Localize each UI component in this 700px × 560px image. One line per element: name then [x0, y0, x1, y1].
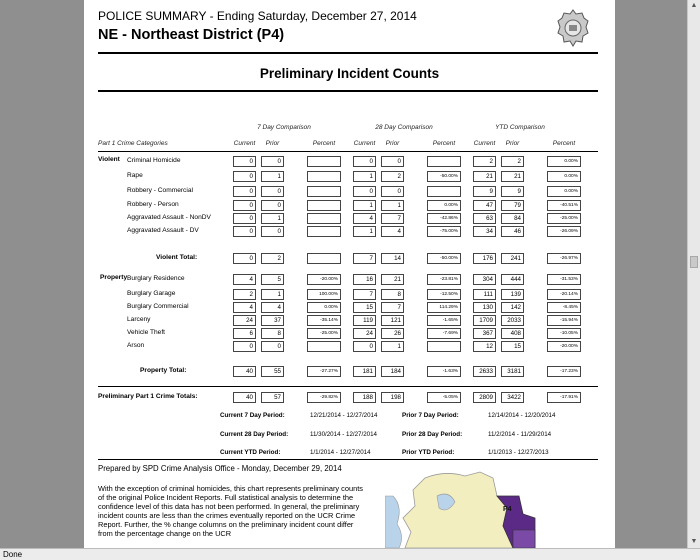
table-cell [307, 226, 341, 237]
table-cell [427, 186, 461, 197]
table-cell: 2033 [501, 315, 524, 326]
table-cell: 0 [233, 186, 256, 197]
table-cell: 1709 [473, 315, 496, 326]
report-header: POLICE SUMMARY - Ending Saturday, December 27, 2014 [98, 9, 417, 23]
grand-total-label: Preliminary Part 1 Crime Totals: [98, 393, 198, 400]
total-cell: -50.00% [427, 253, 461, 264]
table-row-label: Rape [127, 172, 143, 179]
table-cell: 0.00% [547, 186, 581, 197]
table-cell: 0 [353, 156, 376, 167]
table-cell: -40.51% [547, 200, 581, 211]
table-cell: 7 [353, 289, 376, 300]
table-cell: 119 [353, 315, 376, 326]
table-cell: 0.00% [547, 171, 581, 182]
table-cell: 7 [381, 302, 404, 313]
table-cell [307, 200, 341, 211]
table-cell [427, 341, 461, 352]
table-cell: 2 [381, 171, 404, 182]
table-cell: 0 [353, 186, 376, 197]
table-cell: 4 [233, 302, 256, 313]
disclaimer-paragraph: With the exception of criminal homicides, this chart represents preliminary counts of the original Police Incident Reports. Full statistical analysis to determine the confidence level of this data has not been performed. In general, the preliminary incident counts are less than the crimes eventually reported on the UCR Crime Report. Further, the % change columns on the preliminary incident count differ from the percentage change on the UCR [98, 484, 363, 539]
table-cell: 9 [473, 186, 496, 197]
footer-rule [98, 459, 598, 460]
table-cell: -26.09% [547, 226, 581, 237]
table-cell: 114.29% [427, 302, 461, 313]
table-cell: -50.00% [427, 171, 461, 182]
prior-period-value: 1/1/2013 - 12/27/2013 [488, 449, 549, 456]
table-cell: 4 [353, 213, 376, 224]
table-cell: 367 [473, 328, 496, 339]
prior-period-value: 12/14/2014 - 12/20/2014 [488, 412, 556, 419]
current-period-value: 12/21/2014 - 12/27/2014 [310, 412, 378, 419]
table-cell: 0.00% [307, 302, 341, 313]
table-cell: 79 [501, 200, 524, 211]
table-cell: 26 [381, 328, 404, 339]
police-badge-icon [556, 8, 590, 48]
total-cell: 40 [233, 366, 256, 377]
table-cell: 21 [381, 274, 404, 285]
table-row-label: Aggravated Assault - NonDV [127, 214, 211, 221]
district-map [385, 466, 575, 548]
report-title: Preliminary Incident Counts [259, 66, 440, 81]
table-row-label: Aggravated Assault - DV [127, 227, 199, 234]
table-row-label: Burglary Garage [127, 290, 176, 297]
table-row-label: Burglary Commercial [127, 303, 189, 310]
title-rule [98, 90, 598, 92]
table-cell: 16 [353, 274, 376, 285]
table-cell: 7 [381, 213, 404, 224]
table-cell [427, 156, 461, 167]
table-cell: 1 [353, 171, 376, 182]
table-cell: 2 [473, 156, 496, 167]
table-cell [307, 156, 341, 167]
table-cell: 8 [381, 289, 404, 300]
map-district-label: P4 [503, 506, 512, 513]
total-cell: -26.97% [547, 253, 581, 264]
total-cell: -1.63% [427, 366, 461, 377]
table-cell: 0 [233, 341, 256, 352]
total-cell: 2809 [473, 392, 496, 403]
column-subheader: Current [473, 140, 496, 147]
prior-period-label: Prior 7 Day Period: [402, 412, 459, 419]
total-cell: -27.27% [307, 366, 341, 377]
table-cell [307, 213, 341, 224]
prepared-by: Prepared by SPD Crime Analysis Office - Monday, December 29, 2014 [98, 464, 342, 473]
total-cell: 188 [353, 392, 376, 403]
prior-period-label: Prior 28 Day Period: [402, 431, 463, 438]
column-subheader: Current [233, 140, 256, 147]
table-cell: 0 [261, 156, 284, 167]
table-cell: 121 [381, 315, 404, 326]
table-cell: 1 [353, 226, 376, 237]
total-cell: -29.82% [307, 392, 341, 403]
table-cell: 0 [261, 226, 284, 237]
table-cell: -42.86% [427, 213, 461, 224]
table-cell: 4 [233, 274, 256, 285]
total-cell: -17.23% [547, 366, 581, 377]
group-28day-header: 28 Day Comparison [375, 124, 433, 131]
district-title: NE - Northeast District (P4) [98, 27, 285, 43]
total-cell [307, 253, 341, 264]
table-row-label: Larceny [127, 316, 151, 323]
table-cell: 408 [501, 328, 524, 339]
table-cell: 1 [261, 213, 284, 224]
header-rule [98, 52, 598, 54]
table-row-label: Robbery - Commercial [127, 187, 193, 194]
total-cell: 40 [233, 392, 256, 403]
total-cell: 2 [261, 253, 284, 264]
table-cell: 130 [473, 302, 496, 313]
total-cell: 7 [353, 253, 376, 264]
prior-period-label: Prior YTD Period: [402, 449, 455, 456]
property-total-label: Property Total: [140, 367, 187, 374]
group-7day-header: 7 Day Comparison [257, 124, 311, 131]
table-cell: 5 [261, 274, 284, 285]
table-cell: 34 [473, 226, 496, 237]
column-subheader: Percent [552, 140, 576, 147]
table-row-label: Arson [127, 342, 145, 349]
table-cell: -10.05% [547, 328, 581, 339]
total-cell: 198 [381, 392, 404, 403]
column-subheader: Percent [432, 140, 456, 147]
table-cell [307, 186, 341, 197]
table-cell: 21 [501, 171, 524, 182]
table-cell: -1.65% [427, 315, 461, 326]
total-cell: -5.05% [427, 392, 461, 403]
table-cell: 0 [261, 341, 284, 352]
table-cell: 47 [473, 200, 496, 211]
table-cell: -8.45% [547, 302, 581, 313]
table-cell: 0 [233, 156, 256, 167]
table-cell: 12 [473, 341, 496, 352]
table-cell: 24 [233, 315, 256, 326]
table-cell: 444 [501, 274, 524, 285]
current-period-label: Current 28 Day Period: [220, 431, 289, 438]
table-cell: -75.00% [427, 226, 461, 237]
total-cell: 55 [261, 366, 284, 377]
table-cell: -15.94% [547, 315, 581, 326]
table-cell: -12.50% [427, 289, 461, 300]
table-cell: 0.00% [427, 200, 461, 211]
column-subheader: Prior [505, 140, 520, 147]
column-subheader: Percent [312, 140, 336, 147]
total-cell: 14 [381, 253, 404, 264]
total-cell: 57 [261, 392, 284, 403]
arrow-down-icon[interactable]: ▼ [690, 538, 698, 545]
total-cell: -17.91% [547, 392, 581, 403]
table-cell: -35.14% [307, 315, 341, 326]
total-cell: 2633 [473, 366, 496, 377]
table-cell: 1 [381, 200, 404, 211]
table-row-label: Robbery - Person [127, 201, 179, 208]
table-cell: -25.00% [547, 213, 581, 224]
table-cell: -20.00% [307, 274, 341, 285]
total-cell: 3181 [501, 366, 524, 377]
violent-category: Violent [98, 156, 120, 163]
current-period-label: Current 7 Day Period: [220, 412, 285, 419]
category-header: Part 1 Crime Categories [98, 140, 168, 147]
prior-period-value: 11/2/2014 - 11/29/2014 [488, 431, 552, 438]
table-cell: 0 [233, 226, 256, 237]
table-cell: -7.69% [427, 328, 461, 339]
table-cell: 0 [381, 186, 404, 197]
violent-total-label: Violent Total: [156, 254, 198, 261]
table-cell: -23.81% [427, 274, 461, 285]
column-subheader: Prior [265, 140, 280, 147]
table-cell: 1 [261, 289, 284, 300]
table-cell: -31.53% [547, 274, 581, 285]
group-ytd-header: YTD Comparison [495, 124, 545, 131]
table-cell: 21 [473, 171, 496, 182]
current-period-label: Current YTD Period: [220, 449, 281, 456]
table-cell: 15 [501, 341, 524, 352]
current-period-value: 1/1/2014 - 12/27/2014 [310, 449, 371, 456]
table-cell: -20.00% [547, 341, 581, 352]
table-cell: 0.00% [547, 156, 581, 167]
table-cell: 24 [353, 328, 376, 339]
total-cell: 176 [473, 253, 496, 264]
current-period-value: 11/30/2014 - 12/27/2014 [310, 431, 377, 438]
total-cell: 3422 [501, 392, 524, 403]
table-cell: -25.00% [307, 328, 341, 339]
table-cell: 63 [473, 213, 496, 224]
table-cell: 0 [233, 213, 256, 224]
table-cell: 100.00% [307, 289, 341, 300]
table-cell: 2 [233, 289, 256, 300]
table-cell: 1 [381, 341, 404, 352]
table-cell: 0 [233, 200, 256, 211]
table-cell: 84 [501, 213, 524, 224]
total-cell: 241 [501, 253, 524, 264]
table-cell: 8 [261, 328, 284, 339]
table-cell: 4 [261, 302, 284, 313]
table-cell: 46 [501, 226, 524, 237]
table-cell: 1 [261, 171, 284, 182]
subheader-rule [98, 151, 598, 152]
table-cell: 304 [473, 274, 496, 285]
property-category: Property [100, 274, 128, 281]
table-cell: 0 [261, 186, 284, 197]
table-cell: 0 [233, 171, 256, 182]
column-subheader: Current [353, 140, 376, 147]
total-cell: 181 [353, 366, 376, 377]
table-row-label: Criminal Homicide [127, 157, 181, 164]
table-cell: 4 [381, 226, 404, 237]
table-cell: 0 [381, 156, 404, 167]
table-cell [307, 341, 341, 352]
table-cell: 142 [501, 302, 524, 313]
table-row-label: Vehicle Theft [127, 329, 166, 336]
table-cell [307, 171, 341, 182]
table-row-label: Burglary Residence [127, 275, 185, 282]
table-cell: 6 [233, 328, 256, 339]
report-page [84, 0, 615, 548]
table-cell: 0 [261, 200, 284, 211]
table-cell: 37 [261, 315, 284, 326]
arrow-up-icon[interactable]: ▲ [690, 2, 698, 9]
table-cell: 1 [353, 200, 376, 211]
table-cell: 15 [353, 302, 376, 313]
table-cell: 9 [501, 186, 524, 197]
table-cell: 111 [473, 289, 496, 300]
table-cell: 0 [353, 341, 376, 352]
status-bar: Done [0, 548, 700, 560]
table-cell: 139 [501, 289, 524, 300]
vertical-scrollbar[interactable] [687, 0, 700, 548]
table-cell: -20.14% [547, 289, 581, 300]
column-subheader: Prior [385, 140, 400, 147]
grand-rule [98, 386, 598, 387]
scroll-thumb[interactable] [690, 256, 698, 268]
table-cell: 2 [501, 156, 524, 167]
total-cell: 0 [233, 253, 256, 264]
total-cell: 184 [381, 366, 404, 377]
